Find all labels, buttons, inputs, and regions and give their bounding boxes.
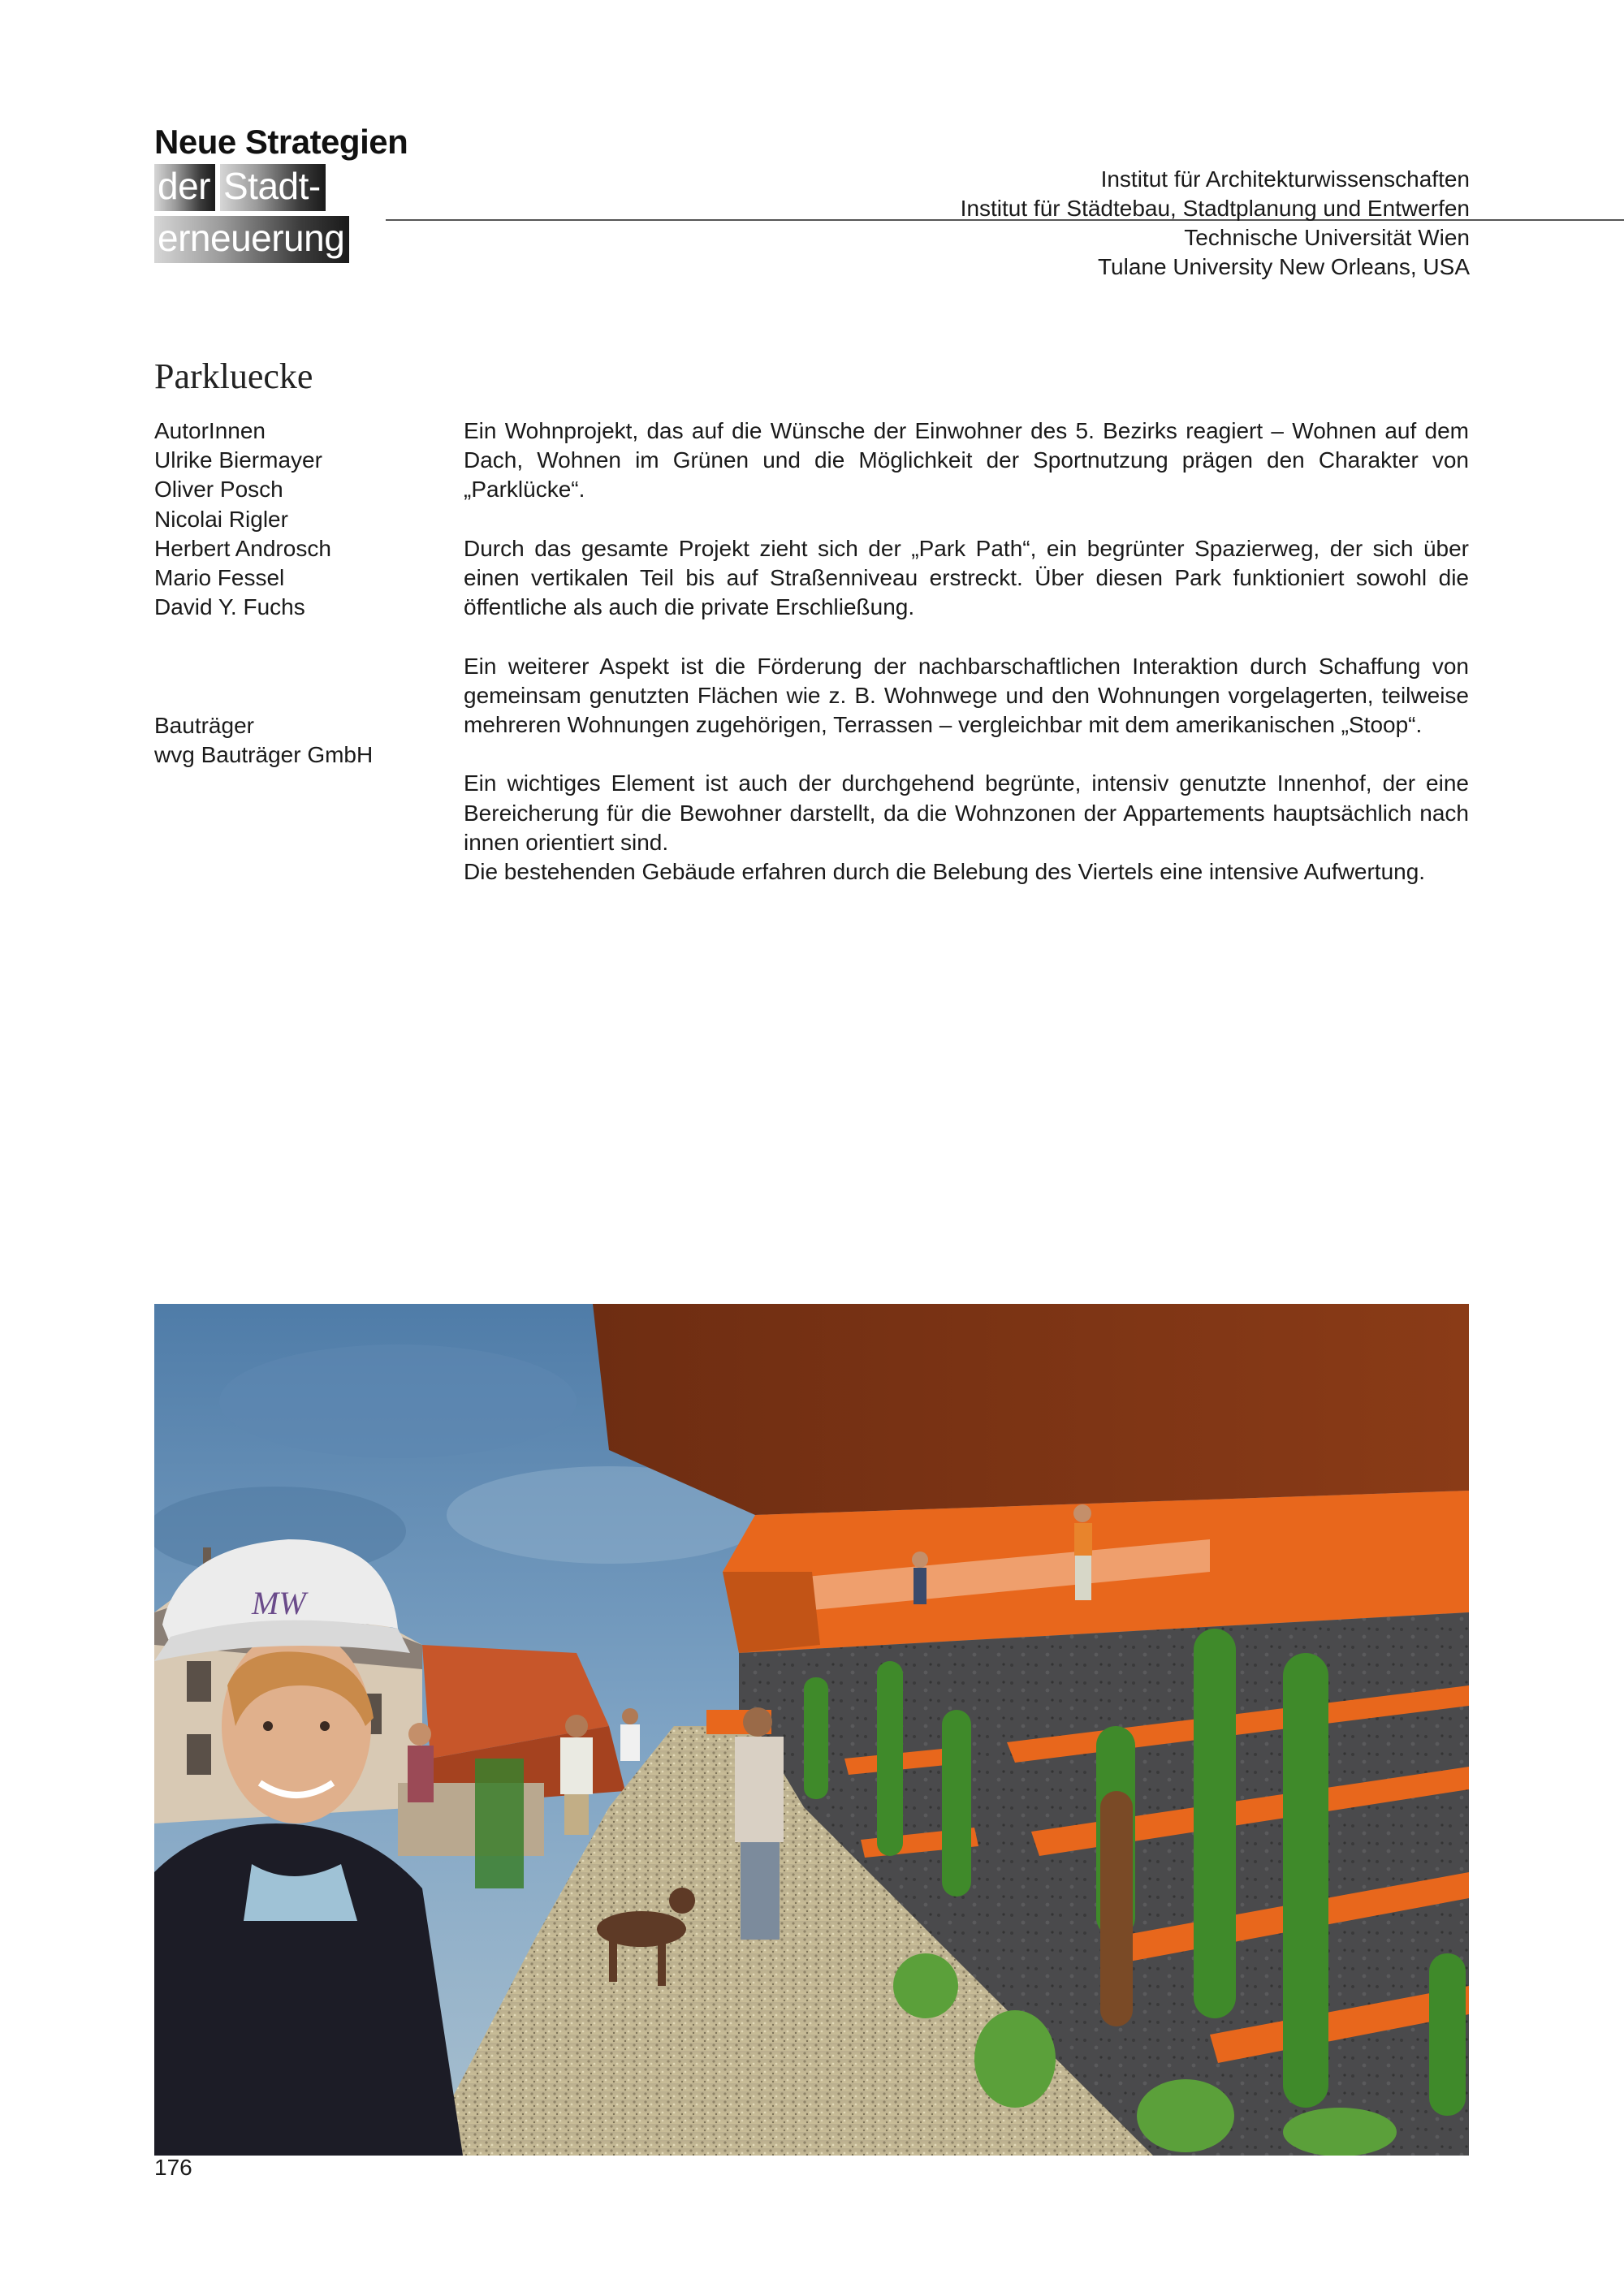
rendering-illustration xyxy=(154,1304,1469,2156)
series-title-line3-row xyxy=(154,213,408,263)
project-description xyxy=(464,416,1469,916)
project-rendering xyxy=(154,1304,1469,2156)
author-name: Oliver Posch xyxy=(154,477,283,503)
institution-line: Technische Universität Wien xyxy=(1184,225,1470,250)
author-name: Nicolai Rigler xyxy=(154,506,288,532)
page-number: 176 xyxy=(154,2155,192,2180)
author-name: Mario Fessel xyxy=(154,565,285,591)
author-name: David Y. Fuchs xyxy=(154,594,305,620)
series-title-line3: erneuerung xyxy=(154,216,349,263)
institution-line: Institut für Städtebau, Stadtplanung und Entwerfen xyxy=(960,196,1470,221)
series-title-word-stadt: Stadt- xyxy=(220,164,326,211)
institution-line: Tulane University New Orleans, USA xyxy=(1097,254,1470,279)
series-title-line1: Neue Strategien xyxy=(154,123,408,161)
description-paragraph: Durch das gesamte Projekt zieht sich der „Park Path“, ein begrünter Spazierweg, der sich über einen vertikalen Teil bis auf Straßenniveau erstreckt. Über diesen Park funktioniert sowohl die öffentliche als auch die private Erschließung. xyxy=(464,535,1469,620)
institution-list xyxy=(961,165,1470,282)
developer-block xyxy=(154,711,373,770)
author-name: Herbert Androsch xyxy=(154,535,331,561)
authors-list xyxy=(154,416,331,622)
description-paragraph: Die bestehenden Gebäude erfahren durch die Belebung des Viertels eine intensive Aufwertung. xyxy=(464,859,1426,884)
project-title: Parkluecke xyxy=(154,356,313,396)
series-title-line2 xyxy=(154,164,408,211)
description-paragraph: Ein wichtiges Element ist auch der durchgehend begrünte, intensiv genutzte Innenhof, der eine Bereicherung für die Bewohner darstellt, da die Wohnzonen der Appartements hauptsächlich nach innen orientiert sind. xyxy=(464,770,1469,855)
developer-name: wvg Bauträger GmbH xyxy=(154,742,374,768)
description-paragraph: Ein Wohnprojekt, das auf die Wünsche der Einwohner des 5. Bezirks reagiert – Wohnen auf dem Dach, Wohnen im Grünen und die Möglichkeit der Sportnutzung prägen den Charakter von „Parklücke“. xyxy=(464,418,1469,503)
series-title-word-der: der xyxy=(154,164,215,211)
authors-label: AutorInnen xyxy=(154,418,266,443)
institution-line: Institut für Architekturwissenschaften xyxy=(1100,166,1470,192)
series-logo xyxy=(154,122,408,263)
description-paragraph: Ein weiterer Aspekt ist die Förderung der nachbarschaftlichen Interaktion durch Schaffung von gemeinsam genutzten Flächen wie z. B. Wohnwege und den Wohnungen vorgelagerten, teilweise mehreren Wohnungen zugehörigen, Terrassen – vergleichbar mit dem amerikanischen „Stoop“. xyxy=(464,653,1469,737)
author-name: Ulrike Biermayer xyxy=(154,447,322,473)
developer-label: Bauträger xyxy=(154,713,254,738)
cap-lettering: MW xyxy=(252,1585,306,1621)
